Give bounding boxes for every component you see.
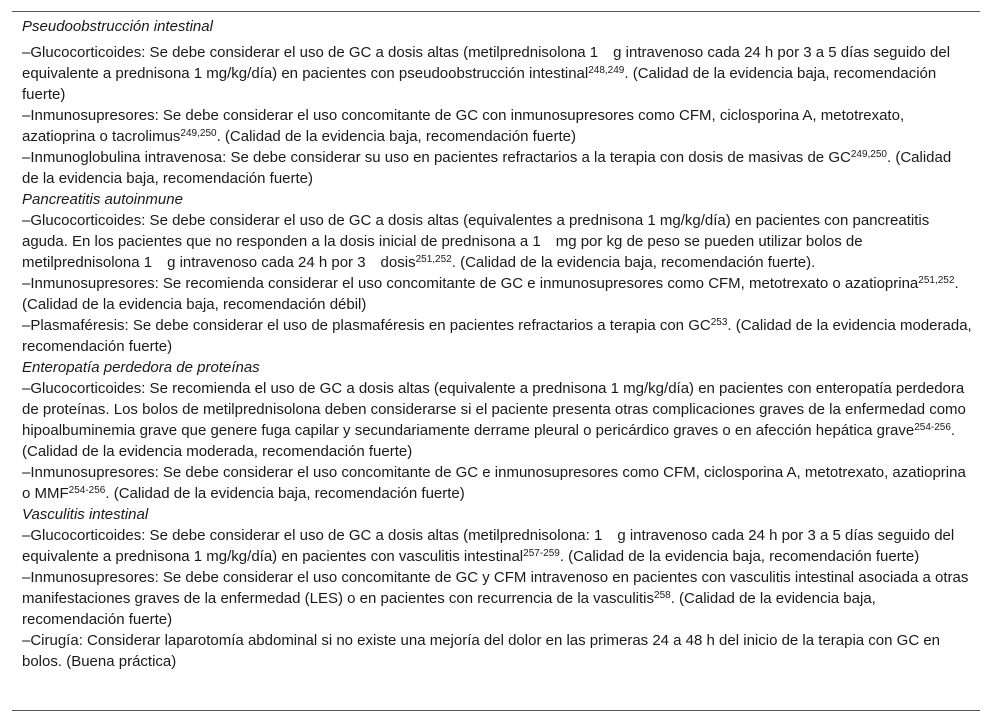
- reference-superscript: 251,252: [415, 254, 452, 265]
- reference-superscript: 254-256: [68, 485, 106, 496]
- recommendation-text: –Glucocorticoides: Se debe considerar el uso de GC a dosis altas (metilprednisolona 1 g intravenoso cada 24 h por 3 a 5 días seguido del equivalente a prednisona 1 mg/kg/día) en pacientes con pseudoobstrucción intestinal: [22, 44, 951, 82]
- recommendation-text: –Cirugía: Considerar laparotomía abdominal si no existe una mejoría del dolor en las primeras 24 a 48 h del inicio de la terapia con GC en bolos. (Buena práctica): [22, 632, 941, 670]
- recommendation-text: . (Calidad de la evidencia moderada, recomendación fuerte): [22, 317, 972, 355]
- recommendation-text: –Inmunosupresores: Se debe considerar el uso concomitante de GC e inmunosupresores como CFM, ciclosporina A, metotrexato, azatioprina o MMF: [22, 464, 966, 502]
- recommendation-item: [22, 315, 972, 357]
- section-title: Pseudoobstrucción intestinal: [22, 18, 213, 35]
- recommendation-item: [22, 630, 972, 672]
- recommendations-table: [12, 11, 980, 711]
- recommendation-item: [22, 378, 972, 462]
- reference-superscript: 257-259: [523, 548, 560, 559]
- recommendation-text: . (Calidad de la evidencia baja, recomendación fuerte): [22, 149, 952, 187]
- reference-superscript: 258: [654, 590, 671, 601]
- recommendation-text: –Inmunosupresores: Se debe considerar el uso concomitante de GC y CFM intravenoso en pacientes con vasculitis intestinal asociada a otras manifestaciones graves de la enfermedad (LES) o en pacientes con recurrencia de la vasculitis: [22, 569, 969, 607]
- recommendation-item: [22, 42, 972, 105]
- reference-superscript: 249,250: [180, 128, 217, 139]
- recommendation-text: –Glucocorticoides: Se debe considerar el uso de GC a dosis altas (metilprednisolona: 1 g intravenoso cada 24 h por 3 a 5 días seguido del equivalente a prednisona 1 mg/kg/día) en pacientes con vasculitis intestinal: [22, 527, 955, 565]
- recommendation-text: . (Calidad de la evidencia baja, recomendación fuerte): [216, 128, 576, 145]
- recommendation-item: [22, 273, 972, 315]
- recommendation-item: [22, 147, 972, 189]
- reference-superscript: 249,250: [850, 149, 887, 160]
- recommendation-text: –Inmunosupresores: Se recomienda considerar el uso concomitante de GC e inmunosupresores como CFM, metotrexato o azatioprina: [22, 275, 919, 292]
- section-title: Enteropatía perdedora de proteínas: [22, 359, 260, 376]
- recommendation-text: –Inmunoglobulina intravenosa: Se debe considerar su uso en pacientes refractarios a la terapia con dosis de masivas de GC: [22, 149, 851, 166]
- section-title: Pancreatitis autoinmune: [22, 191, 183, 208]
- recommendation-text: . (Calidad de la evidencia baja, recomendación fuerte): [22, 590, 876, 628]
- recommendation-text: . (Calidad de la evidencia baja, recomendación fuerte): [105, 485, 465, 502]
- recommendation-item: [22, 210, 972, 273]
- recommendation-text: . (Calidad de la evidencia baja, recomendación fuerte): [22, 65, 937, 103]
- recommendation-text: . (Calidad de la evidencia moderada, recomendación fuerte): [22, 422, 956, 460]
- recommendation-text: . (Calidad de la evidencia baja, recomendación fuerte): [559, 548, 920, 565]
- reference-superscript: 251,252: [918, 275, 955, 286]
- recommendation-item: [22, 462, 972, 504]
- recommendation-text: –Inmunosupresores: Se debe considerar el uso concomitante de GC con inmunosupresores como CFM, ciclosporina A, metotrexato, azatioprina o tacrolimus: [22, 107, 905, 145]
- reference-superscript: 254-256: [914, 422, 951, 433]
- recommendation-item: [22, 567, 972, 630]
- table-content: [22, 16, 972, 672]
- recommendation-text: –Plasmaféresis: Se debe considerar el uso de plasmaféresis en pacientes refractarios a terapia con GC: [22, 317, 711, 334]
- section-title: Vasculitis intestinal: [22, 506, 149, 523]
- reference-superscript: 253: [710, 317, 728, 328]
- recommendation-item: [22, 525, 972, 567]
- recommendation-text: . (Calidad de la evidencia baja, recomendación débil): [22, 275, 959, 313]
- recommendation-item: [22, 105, 972, 147]
- recommendation-text: –Glucocorticoides: Se recomienda el uso de GC a dosis altas (equivalente a prednisona 1 mg/kg/día) en pacientes con enteropatía perdedora de proteínas. Los bolos de metilprednisolona deben considerarse si el paciente presenta otras complicaciones graves de la enfermedad como hipoalbuminemia grave que genere fuga capilar y secundariamente derrame pleural o pericárdico graves o en afección hepática grave: [22, 380, 966, 439]
- recommendation-text: . (Calidad de la evidencia baja, recomendación fuerte).: [451, 254, 816, 271]
- recommendation-text: –Glucocorticoides: Se debe considerar el uso de GC a dosis altas (equivalentes a prednisona 1 mg/kg/día) en pacientes con pancreatitis aguda. En los pacientes que no responden a la dosis inicial de prednisona a 1 mg por kg de peso se pueden utilizar bolos de metilprednisolona 1 g intravenoso cada 24 h por 3 dosis: [22, 212, 930, 271]
- reference-superscript: 248,249: [588, 65, 625, 76]
